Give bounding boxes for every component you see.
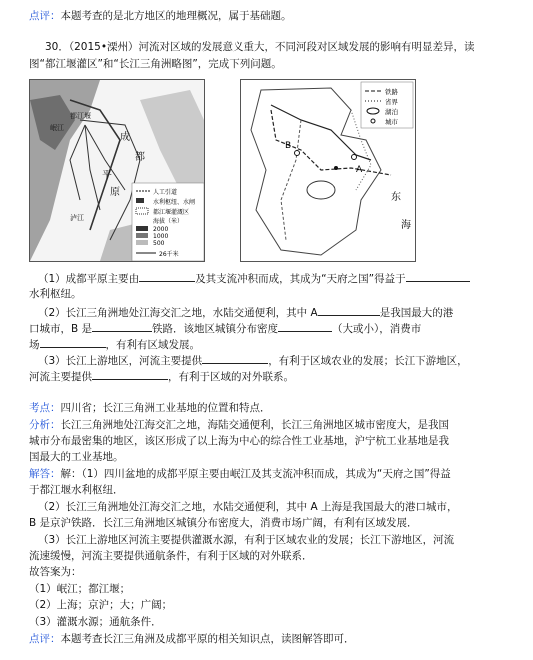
map-label-ping: 平 <box>102 170 112 181</box>
q2-blank-b[interactable] <box>92 320 152 332</box>
legend-city: 城市 <box>385 118 398 126</box>
dujiangyan-map-svg <box>30 80 204 261</box>
q2-line-3 <box>29 336 200 352</box>
q2-line-1 <box>38 304 453 320</box>
q1-text-b: 及其支流冲积而成，其成为“天府之国”得益于 <box>195 273 406 285</box>
bottom-comment <box>29 632 355 646</box>
map-label-du: 都 <box>135 152 145 163</box>
q3-blank-upper[interactable] <box>202 352 268 364</box>
fenxi-text-1: 长江三角洲地处江海交汇之地，海陆交通便利，长江三角洲地区城市密度大，是我国 <box>60 419 449 431</box>
legend-1000: 1000 <box>153 233 169 240</box>
q2-text-f: 场 <box>29 339 40 351</box>
q2-blank-market[interactable] <box>40 336 106 348</box>
q3-text-b: ，有利于区域农业的发展；长江下游地区， <box>268 355 468 367</box>
jieda-line-3: （2）长江三角洲地处江海交汇之地，水陆交通便利，其中 A 上海是我国最大的港口城市， <box>38 501 458 513</box>
q1-blank-project[interactable] <box>406 270 470 282</box>
fenxi-line-2: 城市分布最密集的地区，该区形成了以上海为中心的综合性工业基地，沪宁杭工业基地是我 <box>29 435 449 447</box>
q3-text-a: （3）长江上游地区，河流主要提供 <box>38 355 203 367</box>
question-source: （2015•溧州） <box>68 41 139 53</box>
kaodian-text: 四川省；长江三角洲工业基地的位置和特点． <box>60 402 271 414</box>
bottom-comment-label: 点评： <box>29 633 61 645</box>
q3-text-c: 河流主要提供 <box>29 371 92 383</box>
jieda-text-1: 解：（1）四川盆地的成都平原主要由岷江及其支流冲积而成，其成为“天府之国”得益 <box>60 468 451 480</box>
jieda-line-10: （3）灌溉水源；通航条件． <box>29 616 162 628</box>
fenxi-line-1 <box>29 418 449 432</box>
legend-irrigation: 都江堰灌溉区 <box>153 209 190 216</box>
jieda-line-4: B 是京沪铁路．长江三角洲地区城镇分布密度大，消费市场广阔，有利有区域发展． <box>29 517 418 529</box>
q3-line-1 <box>38 352 468 368</box>
map-label-minjiang: 岷江 <box>50 124 64 132</box>
dujiangyan-map <box>29 79 205 262</box>
map-label-hai: 海 <box>401 220 411 231</box>
legend-hub: 水利枢纽、水闸 <box>153 199 196 206</box>
legend-provincial-boundary: 省界 <box>385 98 398 106</box>
q1-line-2: 水利枢纽。 <box>29 288 82 300</box>
legend-elevation: 海拔（米） <box>153 218 184 225</box>
jieda-line-2: 于都江堰水利枢纽． <box>29 484 124 496</box>
q1-line-1 <box>38 270 470 286</box>
legend-canal: 人工引道 <box>153 189 178 196</box>
fenxi-label: 分析： <box>29 419 61 431</box>
comment-label: 点评： <box>29 10 61 22</box>
legend-lake: 湖泊 <box>385 108 398 116</box>
q3-blank-lower[interactable] <box>92 368 168 380</box>
jieda-line-5: （3）长江上游地区河流主要提供灌溉水源，有利于区域农业的发展；长江下游地区，河流 <box>38 534 455 546</box>
legend-500: 500 <box>153 240 165 247</box>
q2-blank-a[interactable] <box>318 304 380 316</box>
jieda-line-1 <box>29 467 451 481</box>
question-number: 30． <box>45 41 69 53</box>
jieda-line-7: 故答案为： <box>29 566 82 578</box>
q2-blank-density[interactable] <box>278 320 332 332</box>
question-intro-line-1 <box>45 40 475 54</box>
q2-text-c: 口城市，B 是 <box>29 323 93 335</box>
kaodian-label: 考点： <box>29 402 61 414</box>
q1-text-a: （1）成都平原主要由 <box>38 273 140 285</box>
q2-line-2 <box>29 320 421 336</box>
yangtze-delta-map <box>240 79 416 262</box>
map-label-dong: 东 <box>391 192 401 203</box>
question-intro-line-2: 图“都江堰灌区”和“长江三角洲略图”，完成下列问题。 <box>29 58 282 70</box>
map-label-yuan: 原 <box>110 187 120 198</box>
map-point-b: B <box>285 141 292 151</box>
q3-text-d: ，有利于区域的对外联系。 <box>168 371 294 383</box>
map-label-cheng: 成 <box>120 132 130 143</box>
yangtze-delta-map-svg <box>241 80 415 261</box>
q2-text-a: （2）长江三角洲地处江海交汇之地，水陆交通便利，其中 A <box>38 307 318 319</box>
map-label-lujiang: 泸江 <box>70 214 84 222</box>
bottom-comment-text: 本题考查长江三角洲及成都平原的相关知识点，读图解答即可． <box>60 633 355 645</box>
jieda-label: 解答： <box>29 468 61 480</box>
jieda-line-8: （1）岷江；都江堰； <box>29 583 131 595</box>
jieda-line-6: 流速缓慢，河流主要提供通航条件，有利于区域的对外联系． <box>29 550 313 562</box>
legend-scale: 26千米 <box>159 251 179 258</box>
map-label-dujiangyan: 都江堰 <box>70 112 91 120</box>
legend-2000: 2000 <box>153 226 169 233</box>
fenxi-line-3: 国最大的工业基地。 <box>29 451 124 463</box>
q2-text-e: （大或小），消费市 <box>332 323 422 335</box>
q1-blank-river[interactable] <box>139 270 195 282</box>
q2-text-g: ，有利有区域发展。 <box>105 339 200 351</box>
q2-text-b: 是我国最大的港 <box>379 307 454 319</box>
q2-text-d: 铁路．该地区城镇分布密度 <box>152 323 279 335</box>
legend-railway: 铁路 <box>385 88 398 96</box>
jieda-line-9: （2）上海；京沪；大；广阔； <box>29 599 173 611</box>
comment-text: 本题考查的是北方地区的地理概况，属于基础题。 <box>60 10 292 22</box>
q3-line-2 <box>29 368 294 384</box>
top-comment <box>29 9 292 23</box>
kaodian <box>29 401 271 415</box>
map-point-a: A <box>356 165 363 175</box>
question-intro-1: 河流对区域的发展意义重大，不同河段对区域发展的影响有明显差异，读 <box>138 41 475 53</box>
